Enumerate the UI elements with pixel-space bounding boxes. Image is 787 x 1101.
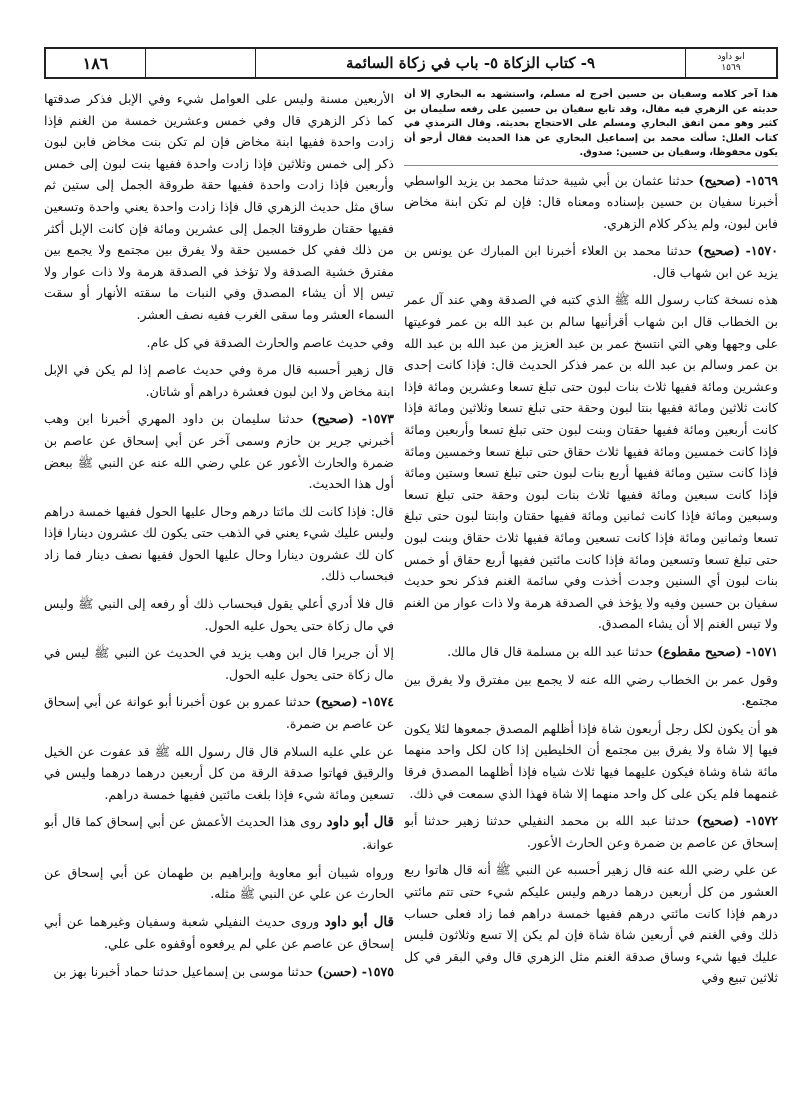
hadith-text: حدثنا محمد بن العلاء أخبرنا ابن المبارك عن يونس بن يزيد عن ابن شهاب قال. <box>404 243 778 280</box>
note-divider <box>404 165 778 166</box>
book-reference <box>686 49 776 77</box>
hadith-1570 <box>404 240 778 283</box>
hadith-1569 <box>404 170 778 235</box>
hadith-1573 <box>44 408 394 494</box>
hadith-1571 <box>404 641 778 663</box>
comment-label: قال أبو داود <box>324 913 394 930</box>
hadith-number: ١٥٧١- <box>745 643 778 659</box>
hadith-text-block: وفي حديث عاصم والحارث الصدقة في كل عام. <box>146 334 394 350</box>
abu-dawud-comment <box>44 911 394 955</box>
hadith-1574 <box>44 691 394 734</box>
hadith-text: حدثنا عبد الله بن محمد النفيلي حدثنا زهير حدثنا أبو إسحاق عن عاصم بن ضمرة وعن الحارث الأعور. <box>404 813 778 850</box>
hadith-text: حدثنا عبد الله بن مسلمة قال قال مالك. <box>447 643 654 659</box>
hadith-text-block: هذه نسخة كتاب رسول الله ﷺ الذي كتبه في الصدقة وهي عند آل عمر بن الخطاب قال ابن شهاب أقرأنيها سالم بن عبد الله بن عمر فوعيتها على وجهها وهي التي انتسخ عمر بن عبد العزيز من عبد الله بن عبد الله بن عمر وسالم بن عبد الله بن عمر فذكر الحديث قال: فإذا كانت إحدى وعشرين ومائة ففيها ثلاث بنات لبون حتى تبلغ تسعا وعشرين ومائة فإذا كانت ثلاثين ومائة ففيها بنتا لبون وحقة حتى تبلغ تسعا وثلاثين ومائة فإذا كانت أربعين ومائة ففيها حقتان وبنت لبون حتى تبلغ تسعا وأربعين ومائة فإذا كانت خمسين ومائة ففيها ثلاث حقاق حتى تبلغ تسعا وخمسين ومائة فإذا كانت ستين ومائة ففيها أربع بنات لبون حتى تبلغ تسعا وستين ومائة فإذا كانت سبعين ومائة ففيها ثلاث بنات لبون وحقة حتى تبلغ تسعا وسبعين ومائة فإذا كانت ثمانين ومائة ففيها حقتان وابنتا لبون حتى تبلغ تسعا وثمانين ومائة فإذا كانت تسعين ومائة ففيها ثلاث حقاق وبنت لبون حتى تبلغ تسعا وتسعين ومائة فإذا كانت مائتين ففيها أربع حقاق أو خمس بنات لبون أي السنين وجدت أخذت وفي سائمة الغنم فذكر نحو حديث سفيان بن حسين وفيه ولا يؤخذ في الصدقة هرمة ولا ذات عوار من الغنم ولا تيس الغنم إلا أن يشاء المصدق. <box>404 292 778 632</box>
hadith-number: ١٥٧٠- <box>745 243 778 259</box>
ref-number: ١٥٦٩ <box>721 63 741 73</box>
hadith-text-block: ورواه شيبان أبو معاوية وإبراهيم بن طهمان عن أبي إسحاق عن الحارث عن علي عن النبي ﷺ مثله. <box>44 864 394 902</box>
ref-book: ابو داود <box>717 52 745 62</box>
footnote: هذا آخر كلامه وسفيان بن حسين أخرج له مسلم، واستشهد به البخاري إلا أن حديثه عن الزهري فيه مقال، وقد تابع سفيان بن حسين على رفعه سليمان بن كثير وهو ممن اتفق البخاري ومسلم على الاحتجاج بحديثه. وقال الترمذي في كتاب العلل: سألت محمد بن إسماعيل البخاري عن هذا الحديث فقال أرجو أن يكون محفوظا، وسفيان بن حسين: صدوق. <box>404 89 778 158</box>
hadith-text-block: قال: فإذا كانت لك مائتا درهم وحال عليها الحول ففيها خمسة دراهم وليس عليك شيء يعني في الذهب حتى يكون لك عشرون دينارا فإذا كان لك عشرون دينارا وحال عليها الحول ففيها نصف دينار فما زاد فبحساب ذلك. <box>44 503 394 584</box>
hadith-grade: (صحيح) <box>315 694 358 710</box>
hadith-text-block: الأربعين مسنة وليس على العوامل شيء وفي الإبل فذكر صدقتها كما ذكر الزهري قال وفي خمس وعشرين خمسة من الغنم فإذا زادت واحدة ففيها ابنة مخاض فإن لم تكن بنت مخاض فابن لبون ذكر إلى خمس وثلاثين فإذا زادت واحدة ففيها بنت لبون إلى خمس وأربعين فإذا زادت واحدة ففيها حقة طروقة الجمل إلى ستين ثم ساق مثل حديث الزهري قال فإذا زادت واحدة يعني واحدة وتسعين ففيها حقتان طروقتا الجمل إلى عشرين ومائة فإن كانت الإبل أكثر من ذلك ففي كل خمسين حقة ولا يفرق بين مجتمع ولا يجمع بين مفترق خشية الصدقة ولا تؤخذ في الصدقة هرمة ولا ذات عوار ولا تيس إلا أن يشاء المصدق وفي النبات ما سقته الأنهار أو سقت السماء العشر وما سقى الغرب ففيه نصف العشر. <box>44 91 394 322</box>
hadith-1572 <box>404 810 778 853</box>
hadith-grade: (حسن) <box>317 963 358 979</box>
hadith-number: ١٥٦٩- <box>745 172 778 188</box>
hadith-number: ١٥٧٣- <box>361 411 394 427</box>
hadith-text: حدثنا موسى بن إسماعيل حدثنا حماد أخبرنا بهز بن <box>53 963 314 979</box>
hadith-1575 <box>44 961 394 983</box>
hadith-text-block: قال فلا أدري أعلي يقول فبحساب ذلك أو رفعه إلى النبي ﷺ وليس في مال زكاة حتى يحول عليه الحول. <box>44 596 394 633</box>
comment-text: روى هذا الحديث الأعمش عن أبي إسحاق كما قال أبو عوانة. <box>44 814 394 852</box>
page-number: ١٨٦ <box>46 49 146 77</box>
hadith-text-block: إلا أن جريرا قال ابن وهب يزيد في الحديث عن النبي ﷺ ليس في مال زكاة حتى يحول عليه الحول. <box>44 645 394 682</box>
hadith-text: حدثنا سليمان بن داود المهري أخبرنا ابن وهب أخبرني جرير بن حازم وسمى آخر عن أبي إسحاق عن عاصم بن ضمرة والحارث الأعور عن علي رضي الله عنه عن النبي ﷺ ببعض أول هذا الحديث. <box>44 411 394 492</box>
right-column <box>404 88 778 1093</box>
hadith-grade: (صحيح) <box>697 243 741 259</box>
chapter-title: ٩- كتاب الزكاة ٥- باب في زكاة السائمة <box>256 49 686 77</box>
hadith-text-block: عن علي عليه السلام قال قال رسول الله ﷺ قد عفوت عن الخيل والرقيق فهاتوا صدقة الرقة من كل أربعين درهما درهما وليس في تسعين ومائة شيء فإذا بلغت مائتين ففيها خمسة دراهم. <box>44 743 394 802</box>
hadith-grade: (صحيح) <box>311 411 355 427</box>
page-header <box>44 47 778 79</box>
abu-dawud-comment <box>44 811 394 855</box>
hadith-grade: (صحيح مقطوع) <box>657 643 742 659</box>
hadith-text: حدثنا عمرو بن عون أخبرنا أبو عوانة عن أبي إسحاق عن عاصم بن ضمرة. <box>44 694 394 732</box>
header-blank-cell <box>146 49 256 77</box>
hadith-number: ١٥٧٥- <box>361 963 394 979</box>
hadith-number: ١٥٧٤- <box>361 694 394 710</box>
hadith-text: حدثنا عثمان بن أبي شيبة حدثنا محمد بن يزيد الواسطي أخبرنا سفيان بن حسين بإسناده ومعناه قال: فإن لم تكن ابنة مخاض فابن لبون، ولم يذكر كلام الزهري. <box>404 172 778 231</box>
hadith-text-block: وقول عمر بن الخطاب رضي الله عنه لا يجمع بين مفترق ولا يفرق بين مجتمع. <box>404 671 778 709</box>
hadith-number: ١٥٧٢- <box>745 813 778 829</box>
hadith-text-block: هو أن يكون لكل رجل أربعون شاة فإذا أظلهم المصدق جمعوها لئلا يكون فيها إلا شاة ولا يفرق بين مجتمع أن الخليطين إذا كان لكل واحد منهما مائة شاة وشاة فيكون عليهما فيها ثلاث شياه فإذا أظلهما المصدق فرقا غنمهما فلم يكن على كل واحد منهما إلا شاة فهذا الذي سمعت في ذلك. <box>404 720 778 801</box>
hadith-grade: (صحيح) <box>698 172 742 188</box>
hadith-text-block: قال زهير أحسبه قال مرة وفي حديث عاصم إذا لم يكن في الإبل ابنة مخاض ولا ابن لبون فعشرة دراهم أو شاتان. <box>44 362 394 399</box>
left-column <box>44 88 394 1093</box>
hadith-grade: (صحيح) <box>696 813 740 829</box>
comment-text: وروى حديث النفيلي شعبة وسفيان وغيرهما عن أبي إسحاق عن عاصم عن علي لم يرفعوه أوقفوه على علي. <box>44 913 394 952</box>
hadith-text-block: عن علي رضي الله عنه قال زهير أحسبه عن النبي ﷺ أنه قال هاتوا ربع العشور من كل أربعين درهما درهم وليس عليكم شيء حتى تتم مائتي درهم فإذا كانت مائتي درهم ففيها خمسة دراهم فما زاد فعلى حساب ذلك وفي الغنم في أربعين شاة شاة فإن لم يكن إلا تسع وثلاثون فليس عليك فيها شيء وساق صدقة الغنم مثل الزهري قال وفي البقر في كل ثلاثين تبيع وفي <box>404 862 778 986</box>
comment-label: قال أبو داود <box>326 814 394 831</box>
